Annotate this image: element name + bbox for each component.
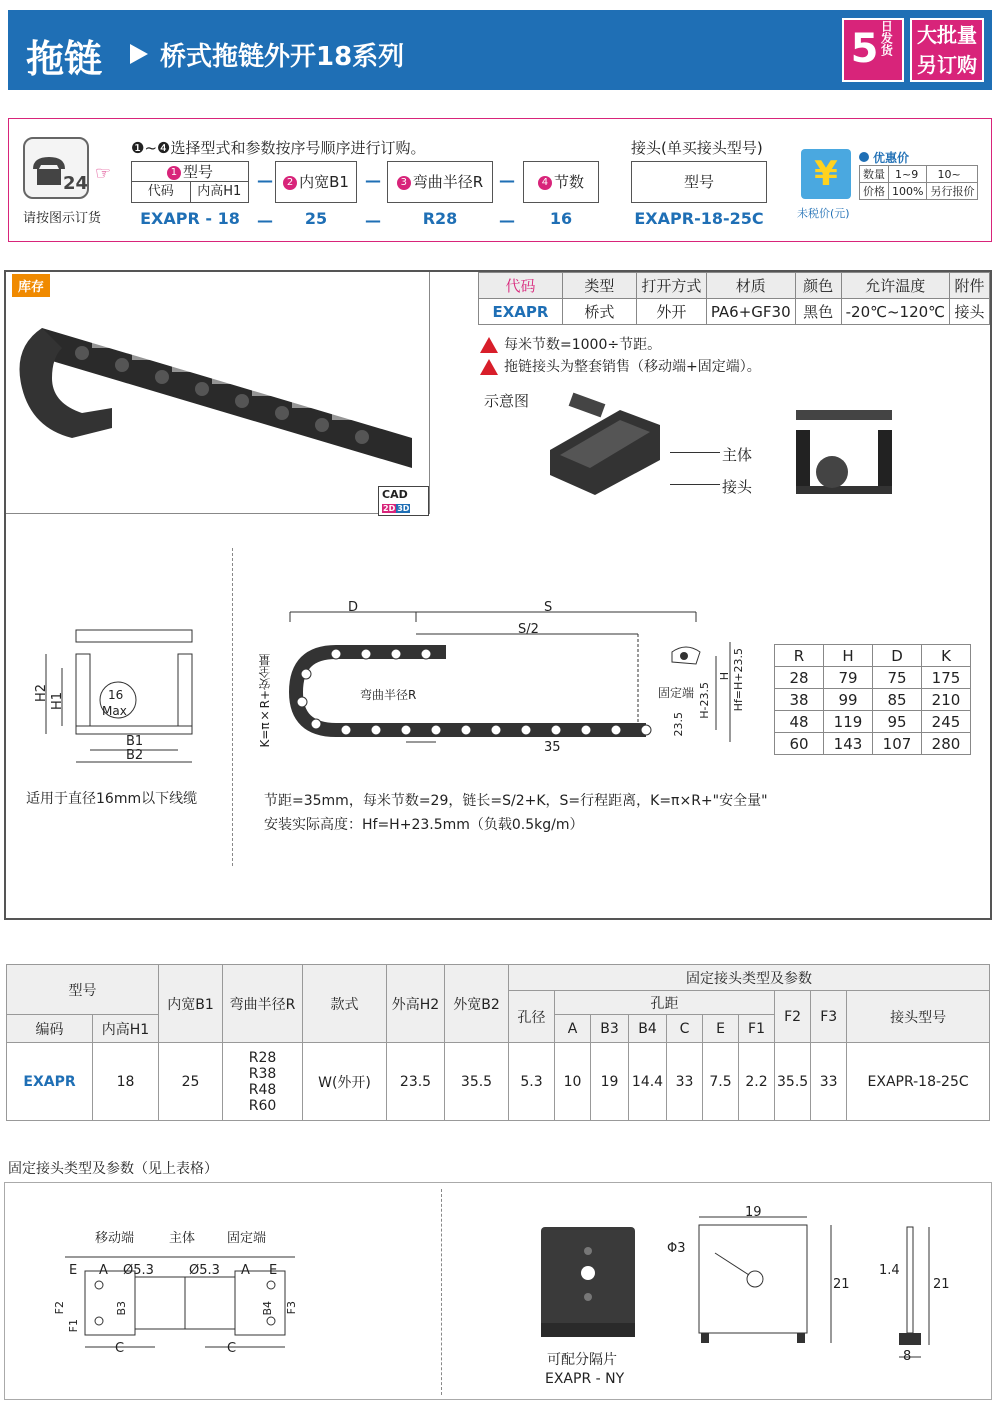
dash: — <box>499 171 515 190</box>
r-cell: 107 <box>873 733 922 755</box>
price-cell: 1~9 <box>889 166 927 183</box>
attr-header: 打开方式 <box>636 273 706 299</box>
dim-h1: H1 <box>50 692 65 711</box>
svg-text:24: 24 <box>63 173 87 194</box>
cell-f3: 33 <box>811 1043 847 1121</box>
phone-icon <box>23 137 89 199</box>
th-f3: F3 <box>811 991 847 1043</box>
th-model: 型号 <box>7 965 159 1015</box>
attr-value: -20℃~120℃ <box>841 299 949 325</box>
delivery-badge <box>842 18 904 82</box>
cad-badge[interactable] <box>378 486 429 516</box>
label-joint: 接头 <box>722 478 753 496</box>
step-sub-h1: 内高H1 <box>197 184 242 199</box>
dim-h: H <box>718 672 731 681</box>
th-col: A <box>555 1015 591 1043</box>
step-width-box <box>275 161 357 203</box>
cell-b1: 25 <box>159 1043 223 1121</box>
cell-h1: 18 <box>93 1043 159 1121</box>
link-schematic <box>540 390 670 500</box>
r-cell: 143 <box>824 733 873 755</box>
cell-val: 10 <box>555 1043 591 1121</box>
th-col: C <box>667 1015 703 1043</box>
radius-table <box>774 644 971 755</box>
cad-2d: 2D <box>383 504 396 513</box>
formula-pitch: 节距=35mm，每米节数=29，链长=S/2+K，S=行程距离，K=π×R+"安全量" <box>264 793 768 809</box>
dim-f2: F2 <box>53 1301 66 1315</box>
attr-header: 颜色 <box>795 273 841 299</box>
cell-val: 7.5 <box>703 1043 739 1121</box>
order-guide <box>8 118 992 242</box>
step-number: 3 <box>397 176 411 190</box>
th-pitch: 孔距 <box>555 991 775 1015</box>
dim-max-num: 16 <box>108 688 124 702</box>
warning-icon <box>480 359 498 375</box>
r-cell: 119 <box>824 711 873 733</box>
r-cell: 48 <box>775 711 824 733</box>
fixed-end-label: 固定端 <box>658 686 695 700</box>
th-h2: 外高H2 <box>387 965 445 1043</box>
badge-days-text: 日发货 <box>879 20 894 56</box>
note-text: 每米节数=1000÷节距。 <box>504 337 662 353</box>
attr-header: 材质 <box>706 273 795 299</box>
th-f2: F2 <box>775 991 811 1043</box>
dim-b1: B1 <box>126 734 144 749</box>
th-col: B3 <box>591 1015 629 1043</box>
cell-r <box>223 1043 303 1121</box>
separator-side-drawing <box>885 1223 945 1363</box>
r-header: H <box>824 645 873 667</box>
dim-b3: B3 <box>115 1301 128 1316</box>
header-subtitle: 桥式拖链外开18系列 <box>160 42 405 72</box>
note-1 <box>480 334 661 354</box>
label-fixed-end: 固定端 <box>227 1231 267 1246</box>
dim-k: K=π×R+安全量 <box>258 654 272 748</box>
r-cell: 99 <box>824 689 873 711</box>
bulk-line1: 大批量 <box>917 23 977 47</box>
th-r: 弯曲半径R <box>223 965 303 1043</box>
yen-icon: ¥ <box>801 149 851 199</box>
attr-header: 附件 <box>950 273 990 299</box>
spec-table <box>6 964 990 1121</box>
badge-days: 5 <box>850 26 879 72</box>
r-cell: 175 <box>922 667 971 689</box>
r-cell: 38 <box>775 689 824 711</box>
r-cell: 245 <box>922 711 971 733</box>
dim-h-minus: H-23.5 <box>698 682 711 719</box>
cell-b2: 35.5 <box>445 1043 509 1121</box>
bulk-line2: 另订购 <box>917 53 977 77</box>
product-photo-frame <box>6 272 430 514</box>
arrow-right-icon <box>130 44 148 64</box>
drag-chain-photo <box>12 308 422 478</box>
dash: — <box>499 211 515 230</box>
dim-f3: F3 <box>285 1301 298 1315</box>
dim-hole-right: Ø5.3 <box>189 1263 220 1278</box>
dim-s-half: S/2 <box>518 622 539 637</box>
price-cell: 价格 <box>860 183 889 200</box>
joint-value: EXAPR-18-25C <box>634 209 764 228</box>
attr-value: 接头 <box>950 299 990 325</box>
attribute-table <box>478 272 990 325</box>
dim-max-text: Max <box>102 704 127 718</box>
cell-f2: 35.5 <box>775 1043 811 1121</box>
th-hole: 孔径 <box>509 991 555 1043</box>
th-col: E <box>703 1015 739 1043</box>
dash: — <box>365 171 381 190</box>
step-number: 4 <box>538 176 552 190</box>
r-cell: 79 <box>824 667 873 689</box>
note-text: 拖链接头为整套销售（移动端+固定端）。 <box>504 359 761 375</box>
price-title-text: 优惠价 <box>873 151 910 165</box>
cell-r-item: R38 <box>248 1065 277 1082</box>
r-cell: 85 <box>873 689 922 711</box>
r-header: K <box>922 645 971 667</box>
label-body: 主体 <box>169 1231 196 1246</box>
separator-model: EXAPR - NY <box>545 1371 625 1387</box>
dim-e: E <box>69 1263 78 1278</box>
step-number: 2 <box>283 176 297 190</box>
dim-hole: Φ3 <box>667 1241 686 1256</box>
header-title: 拖链 <box>26 37 103 81</box>
divider-line <box>232 548 233 866</box>
warning-icon <box>480 337 498 353</box>
cell-val: 2.2 <box>739 1043 775 1121</box>
price-cell: 数量 <box>860 166 889 183</box>
leader-line <box>670 484 720 485</box>
step-sub-code: 代码 <box>132 182 191 202</box>
step-radius-value: R28 <box>422 209 458 228</box>
th-b2: 外宽B2 <box>445 965 509 1043</box>
cell-hole: 5.3 <box>509 1043 555 1121</box>
phone-caption: 请按图示订货 <box>23 211 102 226</box>
attr-header: 代码 <box>479 273 563 299</box>
dim-c: C <box>227 1341 237 1356</box>
cell-val: 19 <box>591 1043 629 1121</box>
dim-235: 23.5 <box>672 712 685 737</box>
r-cell: 210 <box>922 689 971 711</box>
attr-value: EXAPR <box>479 299 563 325</box>
dim-h2: H2 <box>34 684 49 703</box>
joint-title: 接头(单买接头型号) <box>631 139 763 157</box>
cell-h2: 23.5 <box>387 1043 445 1121</box>
separator-front-drawing <box>695 1213 845 1353</box>
step-model-box <box>131 161 249 203</box>
bulk-badge <box>910 18 984 82</box>
diagram-label: 示意图 <box>484 392 530 410</box>
price-table <box>859 165 978 200</box>
price-cell: 10~ <box>927 166 978 183</box>
th-fixed: 固定接头类型及参数 <box>509 965 990 991</box>
step-width-value: 25 <box>304 209 328 228</box>
th-h1: 内高H1 <box>93 1015 159 1043</box>
joint-box: 型号 <box>631 161 767 203</box>
dim-hole-left: Ø5.3 <box>123 1263 154 1278</box>
r-cell: 95 <box>873 711 922 733</box>
dim-width: 19 <box>745 1205 762 1220</box>
separator-photo <box>537 1223 639 1341</box>
r-header: R <box>775 645 824 667</box>
dim-pitch: 35 <box>544 740 561 755</box>
r-cell: 280 <box>922 733 971 755</box>
th-b1: 内宽B1 <box>159 965 223 1043</box>
step-model-value: EXAPR - 18 <box>140 209 240 228</box>
price-cell: 100% <box>889 183 927 200</box>
r-cell: 28 <box>775 667 824 689</box>
price-title <box>859 149 909 166</box>
stock-section <box>4 270 992 920</box>
cad-3d: 3D <box>397 504 410 513</box>
label-moving-end: 移动端 <box>95 1231 135 1246</box>
dim-thickness: 1.4 <box>879 1263 900 1278</box>
attr-header: 类型 <box>562 273 636 299</box>
pointing-hand-icon: ☞ <box>95 163 112 184</box>
cell-r-item: R48 <box>248 1081 277 1098</box>
dim-a: A <box>99 1263 108 1278</box>
leader-line <box>670 452 720 453</box>
step-label: 型号 <box>182 163 213 181</box>
divider-line <box>441 1189 442 1395</box>
dim-d: D <box>348 600 359 615</box>
dim-a: A <box>241 1263 250 1278</box>
tax-note: 未税价(元) <box>797 207 850 220</box>
cell-val: 14.4 <box>629 1043 667 1121</box>
dim-height: 21 <box>833 1277 850 1292</box>
step-label: 内宽B1 <box>299 173 349 191</box>
dim-hf: Hf=H+23.5 <box>732 648 745 712</box>
cell-val: 33 <box>667 1043 703 1121</box>
step-radius-box <box>387 161 493 203</box>
attr-value: 桥式 <box>562 299 636 325</box>
joint-section <box>4 1182 992 1400</box>
cell-r-item: R28 <box>248 1049 277 1066</box>
dim-c: C <box>115 1341 125 1356</box>
th-code: 编码 <box>7 1015 93 1043</box>
cell-code: EXAPR <box>7 1043 93 1121</box>
cell-r-item: R60 <box>248 1097 277 1114</box>
price-cell: 另行报价 <box>927 183 978 200</box>
page-header <box>8 10 992 90</box>
cell-joint: EXAPR-18-25C <box>847 1043 990 1121</box>
attr-value: 外开 <box>636 299 706 325</box>
th-col: B4 <box>629 1015 667 1043</box>
dash: — <box>257 211 273 230</box>
dim-height-side: 21 <box>933 1277 950 1292</box>
step-label: 弯曲半径R <box>412 173 484 191</box>
dim-b2: B2 <box>126 748 144 763</box>
r-cell: 75 <box>873 667 922 689</box>
end-view-schematic <box>792 406 896 498</box>
dim-s: S <box>544 600 553 615</box>
dash: — <box>365 211 381 230</box>
joint-section-title: 固定接头类型及参数（见上表格） <box>8 1161 218 1177</box>
attr-header: 允许温度 <box>841 273 949 299</box>
label-body: 主体 <box>722 446 753 464</box>
dim-base: 8 <box>903 1349 912 1364</box>
stock-tag: 库存 <box>12 274 50 297</box>
dim-f1: F1 <box>67 1319 80 1333</box>
th-joint: 接头型号 <box>847 991 990 1043</box>
attr-value: PA6+GF30 <box>706 299 795 325</box>
step-label: 节数 <box>553 173 584 191</box>
th-style: 款式 <box>303 965 387 1043</box>
bend-radius-label: 弯曲半径R <box>360 688 417 702</box>
th-col: F1 <box>739 1015 775 1043</box>
cable-note: 适用于直径16mm以下线缆 <box>26 791 198 807</box>
order-instruction: ❶~❹选择型式和参数按序号顺序进行订购。 <box>131 139 426 157</box>
note-2 <box>480 356 761 376</box>
attr-value: 黑色 <box>795 299 841 325</box>
dim-b4: B4 <box>261 1301 274 1316</box>
step-links-box <box>523 161 599 203</box>
dim-e: E <box>269 1263 278 1278</box>
cad-label: CAD <box>382 488 408 501</box>
formula-height: 安装实际高度：Hf=H+23.5mm（负载0.5kg/m） <box>264 817 584 833</box>
cell-style: W(外开) <box>303 1043 387 1121</box>
step-links-value: 16 <box>549 209 573 228</box>
dash: — <box>257 171 273 190</box>
r-cell: 60 <box>775 733 824 755</box>
r-header: D <box>873 645 922 667</box>
separator-caption: 可配分隔片 <box>547 1352 617 1368</box>
step-number: 1 <box>167 166 181 180</box>
